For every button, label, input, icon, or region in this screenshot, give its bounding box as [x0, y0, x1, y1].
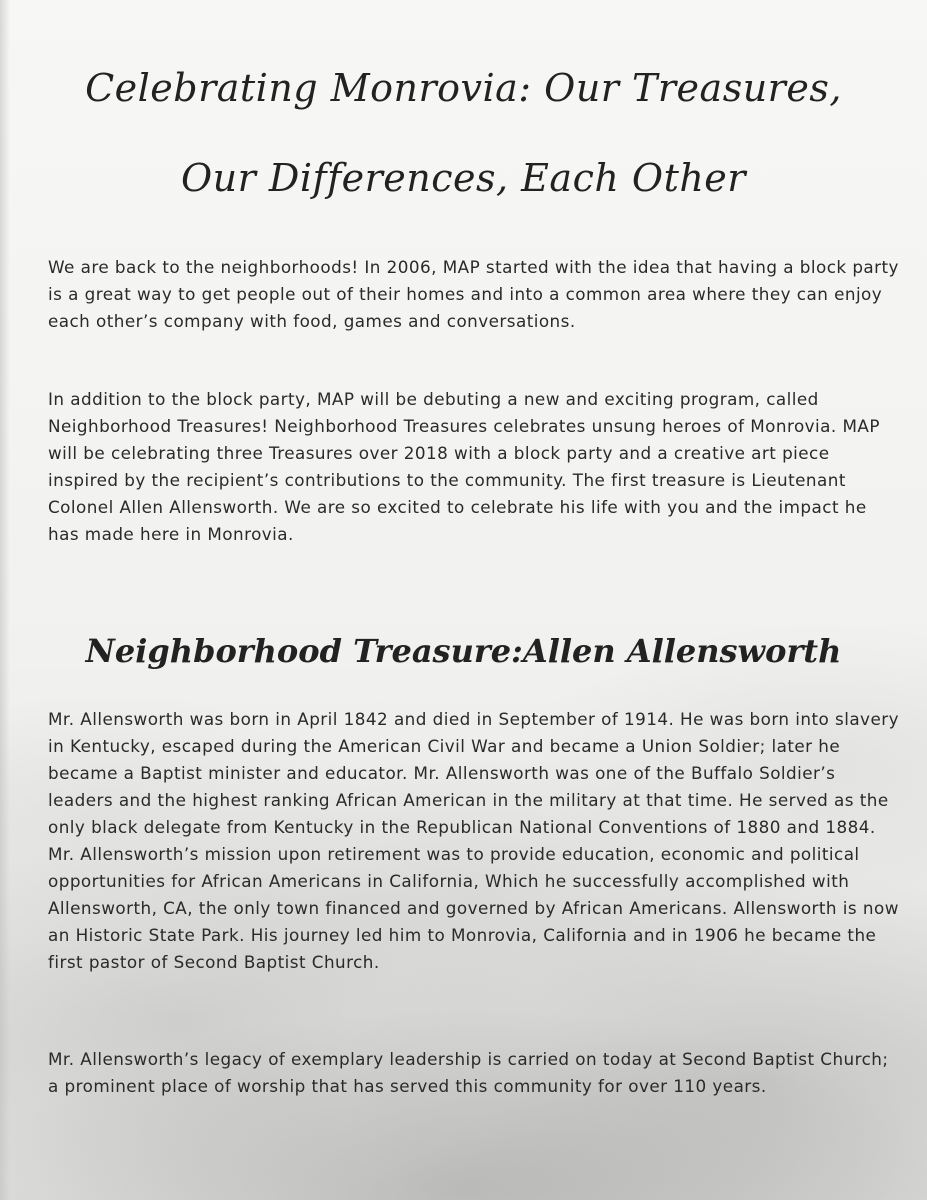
page-title-line-2: Our Differences, Each Other: [181, 156, 746, 200]
treasures-paragraph: In addition to the block party, MAP will be debuting a new and exciting program, called Neighborhood Treasures! Neighborhood Treasures celebrates unsung heroes of Monrovia. MAP will be celebrating three Treasures over 2018 with a block party and a creative art piece inspired by the recipient’s contributions to the community. The first treasure is Lieutenant Colonel Allen Allensworth. We are so excited to celebrate his life with you and the impact he has made here in Monrovia.: [48, 389, 880, 544]
section-heading: Neighborhood Treasure:Allen Allensworth: [85, 632, 842, 670]
legacy-paragraph: Mr. Allensworth’s legacy of exemplary leadership is carried on today at Second Baptist Church; a prominent place of worship that has served this community for over 110 years.: [48, 1049, 889, 1096]
scan-edge-shadow: [0, 0, 10, 1200]
biography-paragraph: Mr. Allensworth was born in April 1842 and died in September of 1914. He was born into slavery in Kentucky, escaped during the American Civil War and became a Union Soldier; later he became a Baptist minister and educator. Mr. Allensworth was one of the Buffalo Soldier’s leaders and the highest ranking African American in the military at that time. He served as the only black delegate from Kentucky in the Republican National Conventions of 1880 and 1884. Mr. Allensworth’s mission upon retirement was to provide education, economic and political opportunities for African Americans in California, Which he successfully accomplished with Allensworth, CA, the only town financed and governed by African Americans. Allensworth is now an Historic State Park. His journey led him to Monrovia, California and in 1906 he became the first pastor of Second Baptist Church.: [48, 709, 899, 972]
page-title-line-1: Celebrating Monrovia: Our Treasures,: [85, 66, 842, 110]
intro-paragraph: We are back to the neighborhoods! In 2006, MAP started with the idea that having a block party is a great way to get people out of their homes and into a common area where they can enjoy each other’s company with food, games and conversations.: [48, 257, 899, 331]
